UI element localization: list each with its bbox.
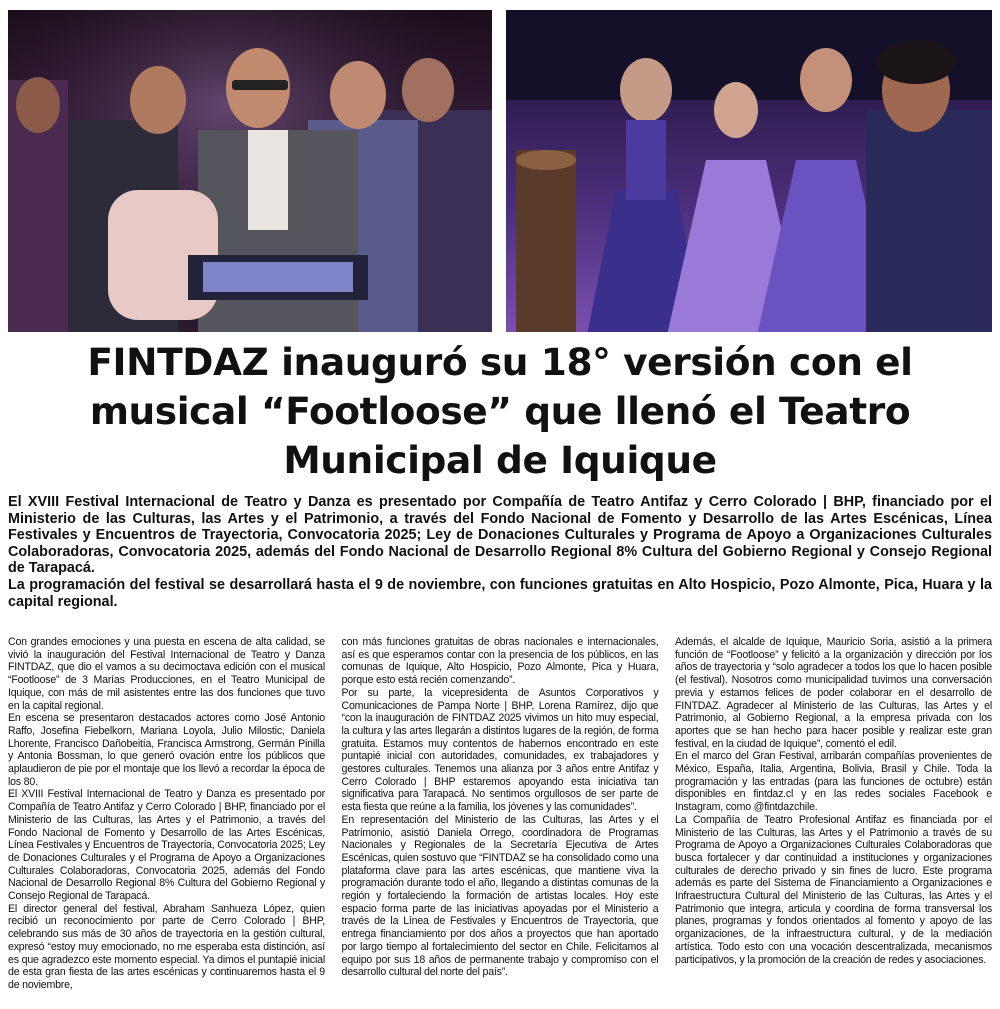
paragraph: El director general del festival, Abraham Sanhueza López, quien recibió un reconocimiento por parte de Cerro Colorado | BHP, celebrando sus más de 30 años de trayectoria en la gestión cultural, expresó “estoy muy emocionado, no me esperaba esta distinción, así es que agradezco este momento especial. Ya dimos el puntapié inicial de esta gran fiesta de las artes escénicas y continuaremos hasta el 9 de noviembre,	[8, 902, 325, 991]
paragraph: En representación del Ministerio de las Culturas, las Artes y el Patrimonio, asistió Daniela Orrego, coordinadora de Programas Nacionales y Regionales de la Secretaría Ejecutiva de Artes Escénicas, quien sostuvo que “FINTDAZ se ha consolidado como una plataforma clave para las artes escénicas, que mantiene viva la programación durante todo el año, llegando a distintas comunas de la región y fortaleciendo la formación de artistas locales. Hoy este espacio forma parte de las iniciativas apoyadas por el Ministerio a través de la Línea de Festivales y Encuentros de Trayectoria, que entrega financiamiento por dos años a proyectos que han aportado por largo tiempo al fortalecimiento del sector en Chile. Felicitamos al equipo por sus 18 años de permanente trabajo y compromiso con el desarrollo cultural del norte del país”.	[341, 813, 659, 979]
paragraph: En el marco del Gran Festival, arribarán compañías provenientes de México, España, Italia, Argentina, Bolivia, Brasil y Chile. Toda la programación y las entradas (para las funciones de octubre) están disponibles en fintdaz.cl y en las redes sociales Facebook e Instagram, como @fintdazchile.	[675, 750, 992, 814]
paragraph: El XVIII Festival Internacional de Teatro y Danza es presentado por Compañía de Teatro Antifaz y Cerro Colorado | BHP, financiado por el Ministerio de las Culturas, las Artes y el Patrimonio, a través del Fondo Nacional de Fomento y Desarrollo de las Artes Escénicas, Línea Festivales y Encuentros de Trayectoria, Convocatoria 2025; Ley de Donaciones Culturales y el Programa de Apoyo a Organizaciones Culturales Colaboradoras, Convocatoria 2025, además del Fondo Nacional de Desarrollo Regional 8% Cultura del Gobierno Regional y Consejo Regional de Tarapacá.	[8, 788, 325, 903]
paragraph: En escena se presentaron destacados actores como José Antonio Raffo, Josefina Fiebelkorn, Mariana Loyola, Julio Milostic, Daniela Lhorente, Francisco Dañobeitía, Francisca Armstrong, Germán Pinilla y Antonia Bossman, lo que generó ovación entre los públicos que aplaudieron de pie por el montaje que los llevó a recordar la época de los 80.	[8, 712, 325, 788]
article-column-2	[342, 636, 659, 1008]
photo-award-ceremony	[8, 10, 492, 332]
article-column-3	[675, 636, 992, 1008]
lead-summary	[8, 494, 992, 610]
photo-footloose-dancers-image	[506, 10, 992, 332]
headline: FINTDAZ inauguró su 18° versión con el musical “Footloose” que llenó el Teatro Municipal de Iquique	[87, 340, 913, 482]
photo-footloose-dancers	[506, 10, 992, 332]
paragraph: Por su parte, la vicepresidenta de Asuntos Corporativos y Comunicaciones de Pampa Norte | BHP, Lorena Ramírez, dijo que “con la inauguración de FINTDAZ 2025 vivimos un hito muy especial, la cultura y las artes llegarán a distintos lugares de la región, de forma gratuita. Estamos muy contentos de habernos encontrado en este puntapié inicial con autoridades, comunidades, ex trabajadores y gestores culturales. Tenemos una alianza por 3 años entre Antifaz y Cerro Colorado | BHP estaremos apoyando esta iniciativa tan significativa para Tarapacá. No sentimos orgullosos de ser parte de esta fiesta que reúne a la familia, los jóvenes y las comunidades”.	[341, 686, 659, 814]
paragraph: La Compañía de Teatro Profesional Antifaz es financiada por el Ministerio de las Culturas, las Artes y el Patrimonio a través de su Programa de Apoyo a Organizaciones Culturales Colaboradoras que busca fortalecer y dar continuidad a instituciones y organizaciones culturales de derecho privado y sin fines de lucro. Este programa además es parte del Sistema de Financiamiento a Organizaciones e Infraestructura Cultural del Ministerio de las Culturas, las Artes y el Patrimonio que integra, articula y coordina de forma transversal los planes, programas y fondos orientados al fomento y apoyo de las organizaciones, de la infraestructura cultural, y de la mediación artística. Todo esto con una vocación descentralizada, mecanismos participativos, y la promoción de la creación de redes y asociaciones.	[675, 813, 992, 966]
photo-award-ceremony-image	[8, 10, 492, 332]
photo-strip	[8, 10, 992, 332]
lead-paragraph-2: La programación del festival se desarrollará hasta el 9 de noviembre, con funciones gratuitas en Alto Hospicio, Pozo Almonte, Pica, Huara y la capital regional.	[8, 576, 992, 610]
lead-paragraph-1: El XVIII Festival Internacional de Teatro y Danza es presentado por Compañía de Teatro Antifaz y Cerro Colorado | BHP, financiado por el Ministerio de las Culturas, las Artes y el Patrimonio, a través del Fondo Nacional de Fomento y Desarrollo de las Artes Escénicas, Línea Festivales y Encuentros de Trayectoria, Convocatoria 2025; Ley de Donaciones Culturales y Programa de Apoyo a Organizaciones Culturales Colaboradoras, Convocatoria 2025, además del Fondo Nacional de Desarrollo Regional 8% Cultura del Gobierno Regional y Consejo Regional de Tarapacá.	[8, 494, 992, 577]
paragraph: Además, el alcalde de Iquique, Mauricio Soria, asistió a la primera función de “Footloose” y felicitó a la organización y dirección por los años de trayectoria y “solo agradecer a todos los que lo hacen posible (el festival). Nosotros como municipalidad tuvimos una conversación previa y estamos felices de poder colaborar en el desarrollo de FINTDAZ. Agradecer al Ministerio de las Culturas, las Artes y el Patrimonio, al Gobierno Regional, a la empresa privada con los aportes que se han hecho para hacer posible y realizar este gran festival, en la ciudad de Iquique”, comentó el edil.	[675, 636, 992, 750]
paragraph: Con grandes emociones y una puesta en escena de alta calidad, se vivió la inauguración del Festival Internacional de Teatro y Danza FINTDAZ, que dio el vamos a su decimoctava edición con el musical “Footloose” de 3 Marías Producciones, en el Teatro Municipal de Iquique, con más de mil asistentes entre las dos funciones que tuvo en la capital regional.	[8, 636, 325, 712]
article-body	[8, 636, 992, 1008]
article-column-1	[8, 636, 325, 1008]
paragraph: con más funciones gratuitas de obras nacionales e internacionales, así es que esperamos contar con la presencia de los públicos, en las comunas de Iquique, Alto Hospicio, Pozo Almonte, Pica y Huara, porque esto está recién comenzando”.	[341, 636, 659, 687]
